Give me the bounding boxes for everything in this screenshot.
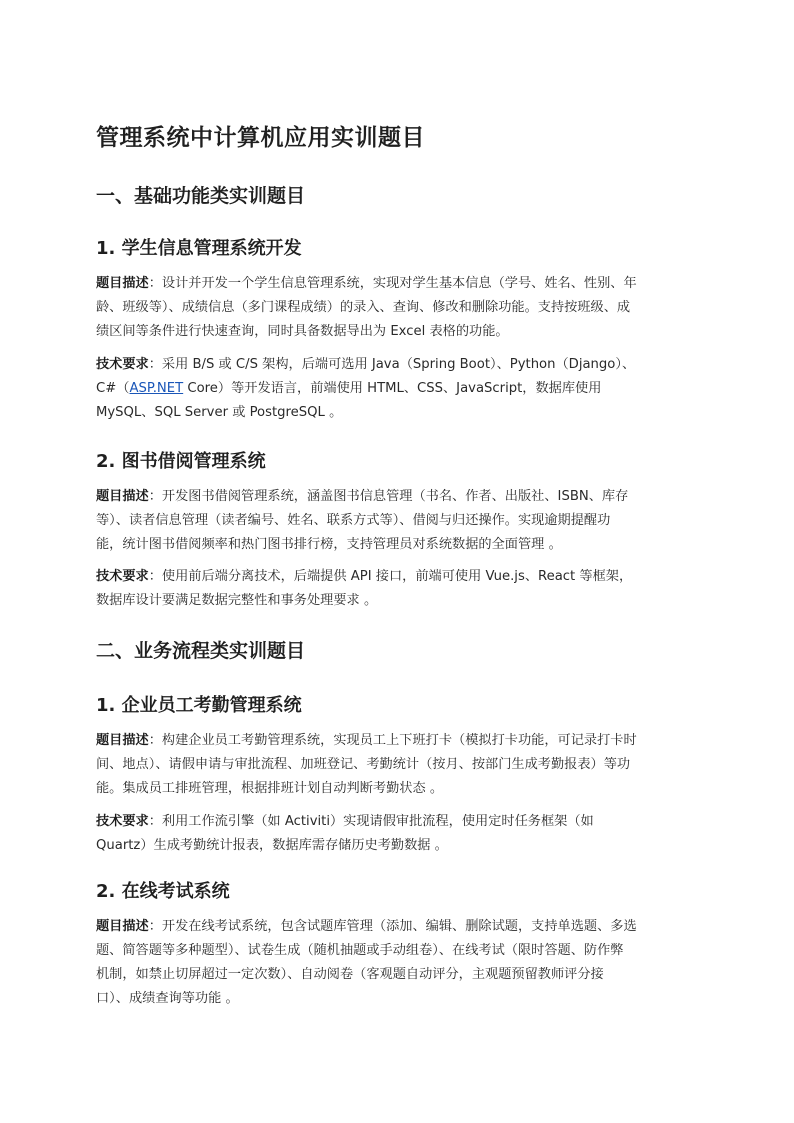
text-run: ：采用 B/S 或 C/S 架构，后端可选用 Java（Spring Boot）、Python（Django）、 [148, 357, 636, 372]
paragraph-tech-attendance [96, 810, 706, 858]
section-heading-basic: 一、基础功能类实训题目 [96, 185, 306, 207]
text-run: ：构建企业员工考勤管理系统，实现员工上下班打卡（模拟打卡功能，可记录打卡时 [148, 733, 637, 748]
text-run: C#（ [96, 381, 130, 396]
paragraph-tech-student [96, 353, 706, 425]
text-run: ：开发在线考试系统，包含试题库管理（添加、编辑、删除试题，支持单选题、多选 [148, 919, 637, 934]
text-line: MySQL、SQL Server 或 PostgreSQL 。 [96, 405, 343, 420]
text-run: ：使用前后端分离技术，后端提供 API 接口，前端可使用 Vue.js、React 等框架， [148, 569, 633, 584]
paragraph-tech-library [96, 565, 706, 613]
paragraph-desc-student [96, 272, 706, 344]
page-title: 管理系统中计算机应用实训题目 [96, 125, 425, 151]
tech-label: 技术要求 [96, 569, 149, 584]
text-line [96, 729, 706, 753]
item-heading-library-system: 2. 图书借阅管理系统 [96, 451, 266, 472]
desc-label: 题目描述 [96, 276, 149, 291]
desc-label: 题目描述 [96, 919, 149, 934]
paragraph-desc-library [96, 485, 706, 557]
paragraph-desc-attendance [96, 729, 706, 801]
text-line [96, 565, 706, 589]
text-line: 机制，如禁止切屏超过一定次数）、自动阅卷（客观题自动评分，主观题预留教师评分接 [96, 967, 604, 982]
text-line [96, 272, 706, 296]
item-heading-exam-system: 2. 在线考试系统 [96, 881, 230, 902]
text-run: ：开发图书借阅管理系统，涵盖图书信息管理（书名、作者、出版社、ISBN、库存 [148, 489, 629, 504]
section-heading-workflow: 二、业务流程类实训题目 [96, 640, 306, 662]
text-line: 等）、读者信息管理（读者编号、姓名、联系方式等）、借阅与归还操作。实现逾期提醒功 [96, 513, 611, 528]
text-line: 口）、成绩查询等功能 。 [96, 991, 239, 1006]
text-line [96, 810, 706, 834]
text-line: 数据库设计要满足数据完整性和事务处理要求 。 [96, 593, 378, 608]
text-run: ：设计并开发一个学生信息管理系统，实现对学生基本信息（学号、姓名、性别、年 [148, 276, 637, 291]
text-line [96, 915, 706, 939]
aspnet-link[interactable]: ASP.NET [129, 381, 184, 396]
text-line [96, 377, 706, 401]
text-line: Quartz）生成考勤统计报表，数据库需存储历史考勤数据 。 [96, 838, 448, 853]
desc-label: 题目描述 [96, 733, 149, 748]
text-line [96, 353, 706, 377]
text-line: 间、地点）、请假申请与审批流程、加班登记、考勤统计（按月、按部门生成考勤报表）等功 [96, 757, 631, 772]
text-line: 龄、班级等）、成绩信息（多门课程成绩）的录入、查询、修改和删除功能。支持按班级、成 [96, 300, 631, 315]
text-line: 能，统计图书借阅频率和热门图书排行榜，支持管理员对系统数据的全面管理 。 [96, 537, 562, 552]
item-heading-student-system: 1. 学生信息管理系统开发 [96, 238, 302, 259]
paragraph-desc-exam [96, 915, 706, 1011]
tech-label: 技术要求 [96, 357, 149, 372]
text-line: 绩区间等条件进行快速查询，同时具备数据导出为 Excel 表格的功能。 [96, 324, 509, 339]
tech-label: 技术要求 [96, 814, 149, 829]
text-run: Core）等开发语言，前端使用 HTML、CSS、JavaScript，数据库使用 [183, 381, 602, 396]
text-line: 题、简答题等多种题型）、试卷生成（随机抽题或手动组卷）、在线考试（限时答题、防作弊 [96, 943, 624, 958]
item-heading-attendance-system: 1. 企业员工考勤管理系统 [96, 695, 302, 716]
text-line [96, 485, 706, 509]
desc-label: 题目描述 [96, 489, 149, 504]
text-line: 能。集成员工排班管理，根据排班计划自动判断考勤状态 。 [96, 781, 444, 796]
text-run: ：利用工作流引擎（如 Activiti）实现请假审批流程，使用定时任务框架（如 [148, 814, 594, 829]
